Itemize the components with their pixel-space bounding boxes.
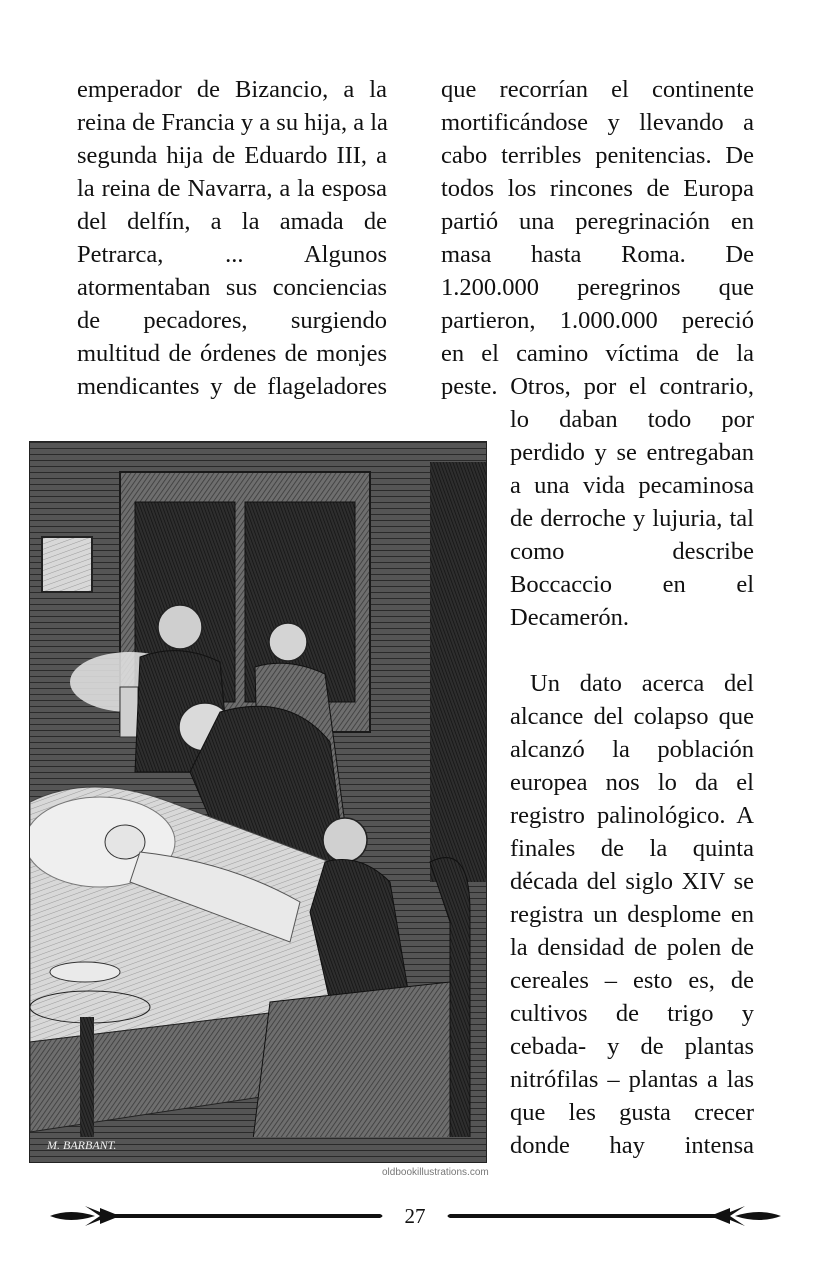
- right-arrow-ornament-icon: [448, 1206, 782, 1226]
- text-line: de derroche y lujuria, tal: [510, 505, 754, 532]
- text-line: la reina de Navarra, a la esposa: [77, 175, 387, 202]
- text-line: emperador de Bizancio, a la: [77, 76, 387, 103]
- text-line: mortificándose y llevando a: [441, 109, 754, 136]
- text-line: a una vida pecaminosa: [510, 472, 754, 499]
- text-line: multitud de órdenes de monjes: [77, 340, 387, 367]
- paragraph-start-line: Un dato acerca del: [530, 670, 754, 697]
- text-line: del delfín, a la amada de: [77, 208, 387, 235]
- sickbed-engraving-illustration: [29, 441, 487, 1163]
- text-line: cereales – esto es, de: [510, 967, 754, 994]
- text-line: Decamerón.: [510, 604, 630, 631]
- text-line: partió una peregrinación en: [441, 208, 754, 235]
- text-line: Petrarca, ... Algunos: [77, 241, 387, 268]
- text-line: que recorrían el continente: [441, 76, 754, 103]
- text-line: cultivos de trigo y: [510, 1000, 754, 1027]
- text-line: donde hay intensa: [510, 1132, 754, 1159]
- text-line: lo daban todo por: [510, 406, 754, 433]
- text-line: cebada- y de plantas: [510, 1033, 754, 1060]
- text-line: peste. Otros, por el contrario,: [441, 373, 754, 400]
- text-line: que les gusta crecer: [510, 1099, 754, 1126]
- text-line: registro palinológico. A: [510, 802, 754, 829]
- text-line: masa hasta Roma. De: [441, 241, 754, 268]
- left-arrow-ornament-icon: [50, 1206, 383, 1226]
- text-line: registra un desplome en: [510, 901, 754, 928]
- text-line: segunda hija de Eduardo III, a: [77, 142, 387, 169]
- text-line: década del siglo XIV se: [510, 868, 754, 895]
- engraving-drawing: [30, 442, 487, 1163]
- text-line: nitrófilas – plantas a las: [510, 1066, 754, 1093]
- text-line: alcance del colapso que: [510, 703, 754, 730]
- text-line: mendicantes y de flagеladores: [77, 373, 387, 400]
- text-line: partieron, 1.000.000 pereció: [441, 307, 754, 334]
- text-line: europea nos lo da el: [510, 769, 754, 796]
- text-line: alcanzó la población: [510, 736, 754, 763]
- text-line: finales de la quinta: [510, 835, 754, 862]
- text-line: todos los rincones de Europa: [441, 175, 754, 202]
- text-line: atormentaban sus conciencias: [77, 274, 387, 301]
- text-line: perdido y se entregaban: [510, 439, 754, 466]
- text-line: en el camino víctima de la: [441, 340, 754, 367]
- text-line: de pecadores, surgiendo: [77, 307, 387, 334]
- text-line: la densidad de polen de: [510, 934, 754, 961]
- text-line: 1.200.000 peregrinos que: [441, 274, 754, 301]
- text-line: Boccaccio en el: [510, 571, 754, 598]
- text-line: como describe: [510, 538, 754, 565]
- text-line: reina de Francia y a su hija, a la: [77, 109, 388, 136]
- page-number: 27: [404, 1204, 426, 1228]
- text-line: cabo terribles penitencias. De: [441, 142, 754, 169]
- artist-signature: M. BARBANT.: [47, 1138, 117, 1152]
- image-credit: oldbookillustrations.com: [382, 1167, 489, 1178]
